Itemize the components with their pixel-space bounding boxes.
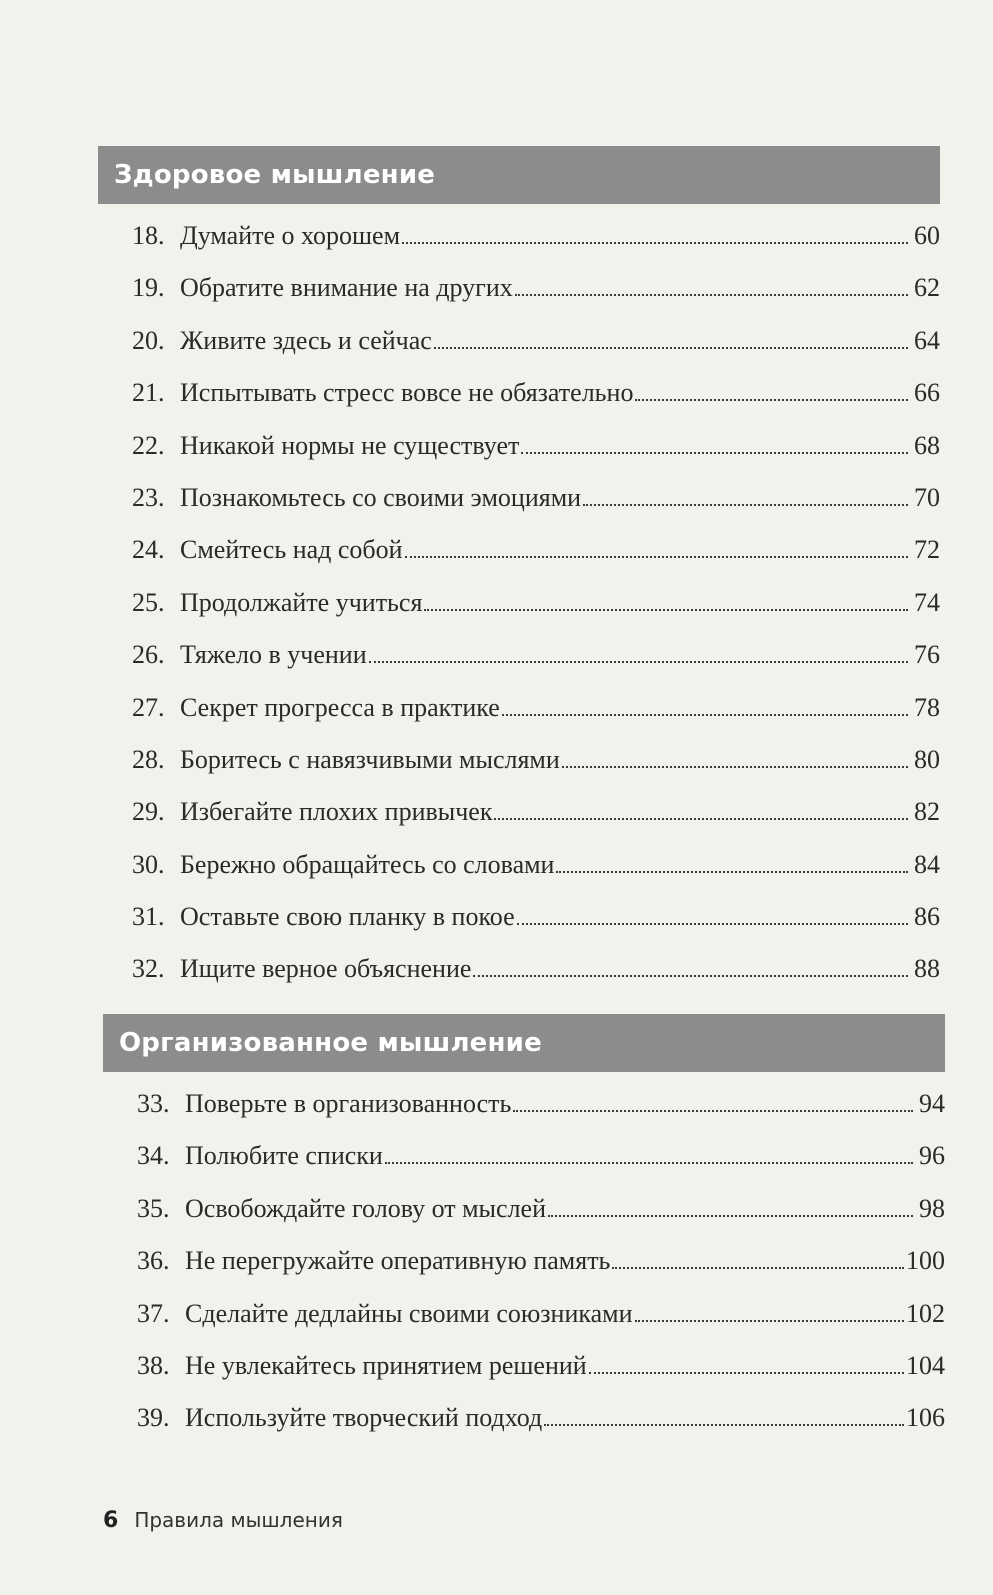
entry-title: Живите здесь и сейчас: [180, 325, 432, 355]
toc-entry[interactable]: [98, 270, 940, 322]
entry-title: Поверьте в организованность: [185, 1089, 512, 1118]
entry-title: Бережно обращайтесь со словами: [180, 849, 555, 879]
entry-page: 64: [914, 325, 940, 355]
toc-entry[interactable]: [98, 323, 940, 375]
entry-title: Используйте творческий подход: [185, 1403, 543, 1433]
entry-page: 86: [914, 902, 940, 932]
toc-entry[interactable]: [98, 690, 940, 742]
entry-page: 82: [914, 797, 940, 827]
dot-leader: [515, 294, 908, 296]
entry-number: 39.: [137, 1403, 170, 1433]
toc-entry[interactable]: [103, 1191, 945, 1243]
toc-entry[interactable]: [98, 375, 940, 427]
entry-number: 33.: [137, 1089, 170, 1118]
dot-leader: [521, 452, 908, 454]
toc-entry[interactable]: [98, 637, 940, 689]
entry-number: 37.: [137, 1298, 170, 1328]
dot-leader: [562, 766, 908, 768]
entry-title: Испытывать стресс вовсе не обязательно: [180, 378, 634, 408]
entry-title: Тяжело в учении: [180, 640, 367, 670]
entry-title: Продолжайте учиться: [180, 587, 423, 617]
entry-title: Секрет прогресса в практике: [180, 692, 500, 722]
entry-number: 25.: [132, 587, 165, 617]
entry-number: 24.: [132, 535, 165, 565]
dot-leader: [424, 609, 908, 611]
entry-number: 21.: [132, 378, 165, 408]
entry-page: 102: [906, 1298, 945, 1328]
dot-leader: [583, 504, 908, 506]
dot-leader: [544, 1424, 904, 1426]
dot-leader: [434, 347, 908, 349]
toc-entry[interactable]: [103, 1296, 945, 1348]
toc-section-organized-thinking: [103, 1014, 945, 1453]
entry-page: 106: [906, 1403, 945, 1433]
entry-number: 27.: [132, 692, 165, 722]
dot-leader: [513, 1110, 913, 1112]
entry-number: 30.: [132, 849, 165, 879]
entry-page: 76: [914, 640, 940, 670]
dot-leader: [612, 1267, 904, 1269]
entry-page: 84: [914, 849, 940, 879]
entry-title: Смейтесь над собой: [180, 535, 403, 565]
entry-title: Оставьте свою планку в покое: [180, 902, 515, 932]
dot-leader: [589, 1372, 904, 1374]
entry-number: 19.: [132, 273, 165, 303]
entry-number: 26.: [132, 640, 165, 670]
dot-leader: [385, 1162, 913, 1164]
toc-entry[interactable]: [103, 1243, 945, 1295]
entry-page: 88: [914, 954, 940, 984]
toc-entry[interactable]: [98, 951, 940, 1003]
dot-leader: [494, 818, 908, 820]
entry-number: 28.: [132, 744, 165, 774]
entry-title: Избегайте плохих привычек: [180, 797, 493, 827]
entry-title: Полюбите списки: [185, 1141, 383, 1171]
entry-number: 31.: [132, 902, 165, 932]
entry-page: 66: [914, 378, 940, 408]
dot-leader: [548, 1215, 913, 1217]
entry-number: 29.: [132, 797, 165, 827]
entry-title: Боритесь с навязчивыми мыслями: [180, 744, 560, 774]
toc-list: [98, 218, 940, 1004]
toc-entry[interactable]: [98, 532, 940, 584]
toc-entry[interactable]: [98, 218, 940, 270]
entry-title: Ищите верное объяснение: [180, 954, 472, 984]
section-heading: Здоровое мышление: [114, 160, 436, 190]
entry-number: 23.: [132, 482, 165, 512]
entry-page: 80: [914, 744, 940, 774]
entry-page: 68: [914, 430, 940, 460]
section-heading-bar: [103, 1014, 945, 1072]
entry-title: Освобождайте голову от мыслей: [185, 1193, 546, 1223]
entry-title: Обратите внимание на других: [180, 273, 513, 303]
entry-number: 32.: [132, 954, 165, 984]
dot-leader: [473, 975, 908, 977]
entry-page: 70: [914, 482, 940, 512]
toc-entry[interactable]: [98, 480, 940, 532]
toc-entry[interactable]: [98, 428, 940, 480]
toc-entry[interactable]: [103, 1400, 945, 1452]
entry-page: 74: [914, 587, 940, 617]
toc-entry[interactable]: [98, 847, 940, 899]
entry-number: 22.: [132, 430, 165, 460]
section-heading-bar: [98, 146, 940, 204]
dot-leader: [369, 661, 908, 663]
entry-page: 96: [919, 1141, 945, 1171]
entry-number: 34.: [137, 1141, 170, 1171]
entry-number: 35.: [137, 1193, 170, 1223]
dot-leader: [635, 1320, 904, 1322]
entry-page: 62: [914, 273, 940, 303]
entry-page: 100: [906, 1246, 945, 1276]
entry-number: 20.: [132, 325, 165, 355]
toc-entry[interactable]: [103, 1138, 945, 1190]
dot-leader: [402, 242, 908, 244]
entry-title: Познакомьтесь со своими эмоциями: [180, 482, 582, 512]
toc-entry[interactable]: [98, 742, 940, 794]
toc-entry[interactable]: [98, 585, 940, 637]
entry-page: 94: [919, 1089, 945, 1118]
toc-entry[interactable]: [103, 1086, 945, 1138]
toc-entry[interactable]: [98, 899, 940, 951]
entry-page: 78: [914, 692, 940, 722]
entry-page: 104: [906, 1350, 945, 1380]
section-heading: Организованное мышление: [119, 1028, 542, 1058]
toc-entry[interactable]: [103, 1348, 945, 1400]
entry-number: 18.: [132, 221, 165, 250]
toc-entry[interactable]: [98, 794, 940, 846]
entry-page: 60: [914, 221, 940, 250]
entry-title: Сделайте дедлайны своими союзниками: [185, 1298, 633, 1328]
entry-number: 36.: [137, 1246, 170, 1276]
page-number: 6: [103, 1508, 119, 1533]
dot-leader: [635, 399, 908, 401]
running-title: Правила мышления: [134, 1508, 343, 1532]
toc-list: [103, 1086, 945, 1453]
entry-title: Не перегружайте оперативную память: [185, 1246, 611, 1276]
dot-leader: [502, 714, 908, 716]
entry-title: Никакой нормы не существует: [180, 430, 520, 460]
entry-title: Думайте о хорошем: [180, 221, 401, 250]
page-footer: [103, 1508, 343, 1533]
entry-title: Не увлекайтесь принятием решений: [185, 1350, 587, 1380]
dot-leader: [517, 923, 908, 925]
entry-number: 38.: [137, 1350, 170, 1380]
dot-leader: [556, 871, 908, 873]
entry-page: 72: [914, 535, 940, 565]
entry-page: 98: [919, 1193, 945, 1223]
toc-section-healthy-thinking: [98, 146, 940, 1004]
dot-leader: [405, 556, 908, 558]
